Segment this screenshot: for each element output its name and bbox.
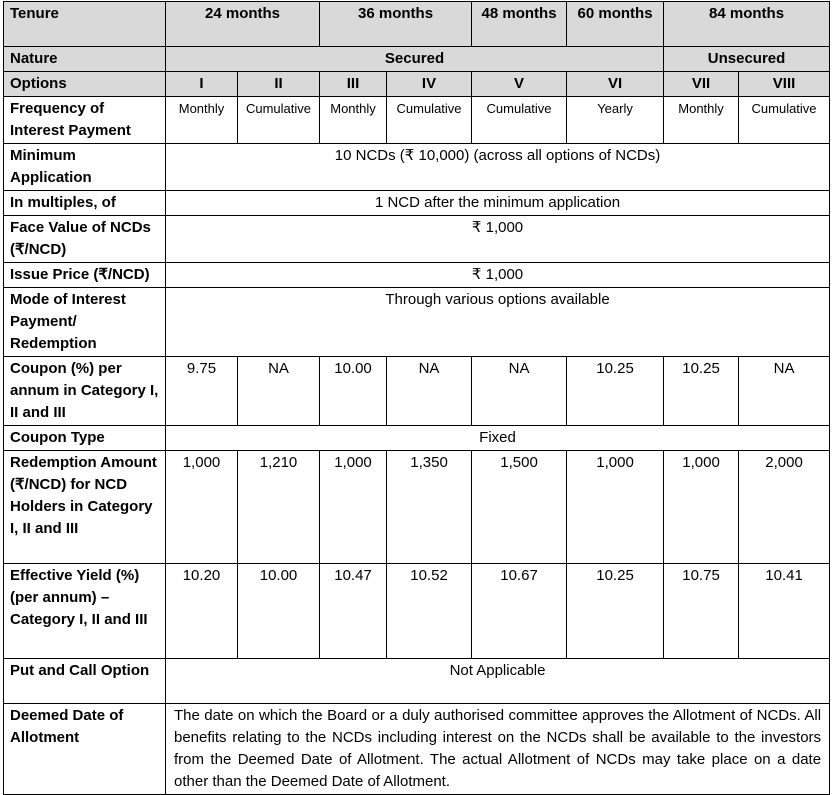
option-cell: VIII bbox=[739, 72, 830, 97]
coupon-cell: NA bbox=[739, 357, 830, 426]
multiples-label: In multiples, of bbox=[4, 191, 166, 216]
face-value-label: Face Value of NCDs (₹/NCD) bbox=[4, 216, 166, 263]
redemption-cell: 2,000 bbox=[739, 451, 830, 564]
coupon-row bbox=[4, 357, 830, 426]
minimum-value: 10 NCDs (₹ 10,000) (across all options of NCDs) bbox=[166, 144, 830, 191]
tenure-36: 36 months bbox=[320, 2, 472, 47]
tenure-60: 60 months bbox=[567, 2, 664, 47]
redemption-cell: 1,350 bbox=[387, 451, 472, 564]
coupon-cell: 10.00 bbox=[320, 357, 387, 426]
coupon-cell: NA bbox=[238, 357, 320, 426]
option-cell: V bbox=[472, 72, 567, 97]
issue-price-value: ₹ 1,000 bbox=[166, 263, 830, 288]
face-value-row bbox=[4, 216, 830, 263]
options-label: Options bbox=[4, 72, 166, 97]
redemption-cell: 1,210 bbox=[238, 451, 320, 564]
nature-label: Nature bbox=[4, 47, 166, 72]
option-cell: VI bbox=[567, 72, 664, 97]
mode-label: Mode of Interest Payment/ Redemption bbox=[4, 288, 166, 357]
coupon-cell: 9.75 bbox=[166, 357, 238, 426]
frequency-cell: Monthly bbox=[166, 97, 238, 144]
redemption-cell: 1,000 bbox=[320, 451, 387, 564]
coupon-type-row bbox=[4, 426, 830, 451]
coupon-type-label: Coupon Type bbox=[4, 426, 166, 451]
frequency-cell: Cumulative bbox=[387, 97, 472, 144]
frequency-cell: Cumulative bbox=[238, 97, 320, 144]
coupon-cell: NA bbox=[472, 357, 567, 426]
frequency-row bbox=[4, 97, 830, 144]
options-row bbox=[4, 72, 830, 97]
redemption-label: Redemption Amount (₹/NCD) for NCD Holders in Category I, II and III bbox=[4, 451, 166, 564]
option-cell: I bbox=[166, 72, 238, 97]
option-cell: VII bbox=[664, 72, 739, 97]
yield-cell: 10.41 bbox=[739, 564, 830, 659]
deemed-label: Deemed Date of Allotment bbox=[4, 704, 166, 795]
multiples-row bbox=[4, 191, 830, 216]
coupon-cell: 10.25 bbox=[664, 357, 739, 426]
mode-value: Through various options available bbox=[166, 288, 830, 357]
put-call-label: Put and Call Option bbox=[4, 659, 166, 704]
yield-cell: 10.67 bbox=[472, 564, 567, 659]
coupon-cell: NA bbox=[387, 357, 472, 426]
face-value-value: ₹ 1,000 bbox=[166, 216, 830, 263]
tenure-48: 48 months bbox=[472, 2, 567, 47]
option-cell: IV bbox=[387, 72, 472, 97]
multiples-value: 1 NCD after the minimum application bbox=[166, 191, 830, 216]
nature-row bbox=[4, 47, 830, 72]
yield-label: Effective Yield (%) (per annum) – Category I, II and III bbox=[4, 564, 166, 659]
frequency-cell: Monthly bbox=[320, 97, 387, 144]
frequency-cell: Cumulative bbox=[472, 97, 567, 144]
minimum-row bbox=[4, 144, 830, 191]
redemption-cell: 1,000 bbox=[567, 451, 664, 564]
frequency-cell: Cumulative bbox=[739, 97, 830, 144]
tenure-24: 24 months bbox=[166, 2, 320, 47]
coupon-label: Coupon (%) per annum in Category I, II and III bbox=[4, 357, 166, 426]
redemption-cell: 1,000 bbox=[166, 451, 238, 564]
yield-cell: 10.75 bbox=[664, 564, 739, 659]
yield-cell: 10.20 bbox=[166, 564, 238, 659]
redemption-cell: 1,000 bbox=[664, 451, 739, 564]
frequency-cell: Monthly bbox=[664, 97, 739, 144]
issue-price-label: Issue Price (₹/NCD) bbox=[4, 263, 166, 288]
yield-cell: 10.00 bbox=[238, 564, 320, 659]
mode-row bbox=[4, 288, 830, 357]
deemed-row bbox=[4, 704, 830, 795]
nature-unsecured: Unsecured bbox=[664, 47, 830, 72]
tenure-row bbox=[4, 2, 830, 47]
tenure-label: Tenure bbox=[4, 2, 166, 47]
yield-cell: 10.52 bbox=[387, 564, 472, 659]
frequency-label: Frequency of Interest Payment bbox=[4, 97, 166, 144]
coupon-cell: 10.25 bbox=[567, 357, 664, 426]
frequency-cell: Yearly bbox=[567, 97, 664, 144]
yield-row bbox=[4, 564, 830, 659]
put-call-value: Not Applicable bbox=[166, 659, 830, 704]
redemption-cell: 1,500 bbox=[472, 451, 567, 564]
ncd-terms-table bbox=[3, 1, 830, 795]
yield-cell: 10.25 bbox=[567, 564, 664, 659]
minimum-label: Minimum Application bbox=[4, 144, 166, 191]
deemed-value: The date on which the Board or a duly authorised committee approves the Allotment of NCDs. All benefits relating to the NCDs including interest on the NCDs shall be available to the investors from the Deemed Date of Allotment. The actual Allotment of NCDs may take place on a date other than the Deemed Date of Allotment. bbox=[166, 704, 830, 795]
put-call-row bbox=[4, 659, 830, 704]
issue-price-row bbox=[4, 263, 830, 288]
option-cell: II bbox=[238, 72, 320, 97]
yield-cell: 10.47 bbox=[320, 564, 387, 659]
redemption-row bbox=[4, 451, 830, 564]
nature-secured: Secured bbox=[166, 47, 664, 72]
tenure-84: 84 months bbox=[664, 2, 830, 47]
option-cell: III bbox=[320, 72, 387, 97]
coupon-type-value: Fixed bbox=[166, 426, 830, 451]
